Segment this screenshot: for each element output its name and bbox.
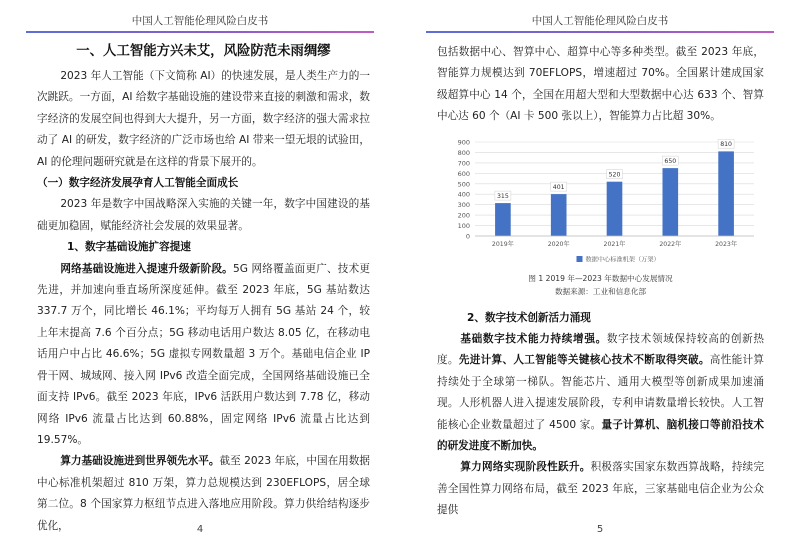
- grid-body: 积极落实国家东数西算战略，持续完善全国性算力网络布局，截至 2023 年底，三家基础电信企业为公众提供: [437, 461, 765, 517]
- compute-lead: 算力基础设施进到世界领先水平。: [60, 455, 220, 468]
- heading-digital-infra: 1、数字基础设施扩容提速: [67, 241, 191, 254]
- network-lead: 网络基础设施进入提速升级新阶段。: [60, 262, 233, 275]
- y-tick-label: 600: [457, 169, 470, 178]
- tech-lead: 基础数字技术能力持续增强。: [460, 333, 607, 346]
- bar: [551, 194, 567, 236]
- x-tick-label: 2021年: [603, 240, 626, 248]
- sub-intro-paragraph: 2023 年是数字中国战略深入实施的关键一年，数字中国建设的基础更加稳固，赋能经济社会发展的效果显著。: [37, 198, 370, 232]
- tech-paragraph: [437, 329, 764, 457]
- y-tick-label: 700: [457, 159, 470, 168]
- data-label: 810: [720, 140, 733, 148]
- y-tick-label: 300: [457, 200, 470, 209]
- right-content: [437, 42, 764, 522]
- data-label: 315: [496, 192, 509, 200]
- header-rule: [26, 31, 374, 33]
- legend-label: 数据中心标准机架（万架）: [585, 256, 660, 264]
- y-tick-label: 800: [457, 148, 470, 157]
- network-paragraph: [37, 259, 370, 452]
- x-tick-label: 2023年: [715, 240, 738, 248]
- network-body: 5G 网络覆盖面更广、技术更先进，并加速向垂直场所深度延伸。截至 2023 年底，5G 基站数达 337.7 万个，同比增长 46.1%；平均每万人拥有 5G 基站 24 个，较上年末提高 7.6 个百分点；5G 移动电话用户数达 8.05 亿，在移动电话用户中占比 46.6%；5G 虚拟专网数量超 3 万个。基础电信企业 IP 骨干网、城域网、接入网 IPv6 改造全面完成，全国网络基础设施已全面支持 IPv6。截至 2023 年底，IPv6 活跃用户数达到 7.78 亿，移动网络 IPv6 流量占比达到 60.88%，固定网络 IPv6 流量占比达到 19.57%。: [37, 262, 370, 446]
- page-header: 中国人工智能伦理风险白皮书: [531, 15, 669, 27]
- grid-paragraph: [437, 457, 764, 521]
- y-tick-label: 200: [457, 211, 470, 220]
- x-tick-label: 2020年: [547, 240, 570, 248]
- legend-swatch: [577, 256, 583, 262]
- page-number-left: 4: [196, 524, 204, 535]
- bar: [662, 168, 678, 236]
- intro-paragraph: 2023 年人工智能（下文简称 AI）的快速发展，是人类生产力的一次跳跃。一方面，AI 给数字基础设施的建设带来直接的刺激和需求，数字经济的发展空间也得到大大提升，另一方面，数字经济的强大需求拉动了 AI 的研发，数字经济的广泛市场也给 AI 带来一望无垠的试验田，AI 的伦理问题研究就是在这样的背景下展开的。: [37, 70, 370, 168]
- tech-lead-3: 量子计算机、脑机接口等前沿技术的研发进度不断加快。: [437, 418, 764, 453]
- continuation-paragraph: 包括数据中心、智算中心、超算中心等多种类型。截至 2023 年底，智能算力规模达到 70EFLOPS，增速超过 70%。全国累计建成国家级超算中心 14 个，全国在用超大型和大型数据中心达 633 个、智算中心达 60 个（AI 卡 500 张以上），智能算力占比超 30%。: [437, 46, 764, 123]
- left-content: [37, 40, 370, 537]
- data-label: 650: [664, 157, 677, 165]
- x-tick-label: 2019年: [491, 240, 514, 248]
- heading-tech-innovation: 2、数字技术创新活力涌现: [467, 311, 591, 324]
- figure-caption: 图 1 2019 年—2023 年数据中心发展情况: [528, 273, 673, 283]
- y-tick-label: 900: [457, 138, 470, 147]
- x-tick-label: 2022年: [659, 240, 682, 248]
- bar: [495, 203, 511, 236]
- bar: [718, 151, 734, 236]
- grid-lead: 算力网络实现阶段性跃升。: [460, 461, 591, 474]
- y-tick-label: 500: [457, 179, 470, 188]
- tech-body-2: 高性能计算持续处于全球第一梯队。智能芯片、通用大模型等创新成果加速涌现。人形机器人进入提速发展阶段，专利申请数量增长较快。人工智能核心企业数量超过了 4500 家。: [437, 354, 765, 431]
- y-tick-label: 0: [465, 232, 470, 241]
- header-rule: [426, 31, 774, 33]
- page-number-right: 5: [596, 524, 604, 535]
- figure-chart: [437, 134, 764, 270]
- data-label: 401: [552, 183, 565, 191]
- right-page: [400, 0, 800, 543]
- y-tick-label: 100: [457, 221, 470, 230]
- page-header: 中国人工智能伦理风险白皮书: [131, 15, 269, 27]
- bar: [607, 181, 623, 235]
- bar-chart: [437, 134, 764, 270]
- tech-lead-2: 先进计算、人工智能等关键核心技术不断取得突破。: [458, 354, 710, 367]
- section-title: 一、人工智能方兴未艾，风险防范未雨绸缪: [76, 44, 331, 59]
- subsection-heading: （一）数字经济发展孕育人工智能全面成长: [37, 177, 239, 190]
- figure-source: 数据来源：工业和信息化部: [554, 286, 647, 296]
- compute-body: 截至 2023 年底，中国在用数据中心标准机架超过 810 万架，算力总规模达到 230EFLOPS，居全球第二位。8 个国家算力枢纽节点进入落地应用阶段。算力供给结构逐步优化，: [37, 455, 370, 532]
- tech-body-1: 数字技术领域保持较高的创新热度。: [437, 333, 764, 367]
- y-tick-label: 400: [457, 190, 470, 199]
- data-label: 520: [608, 171, 621, 179]
